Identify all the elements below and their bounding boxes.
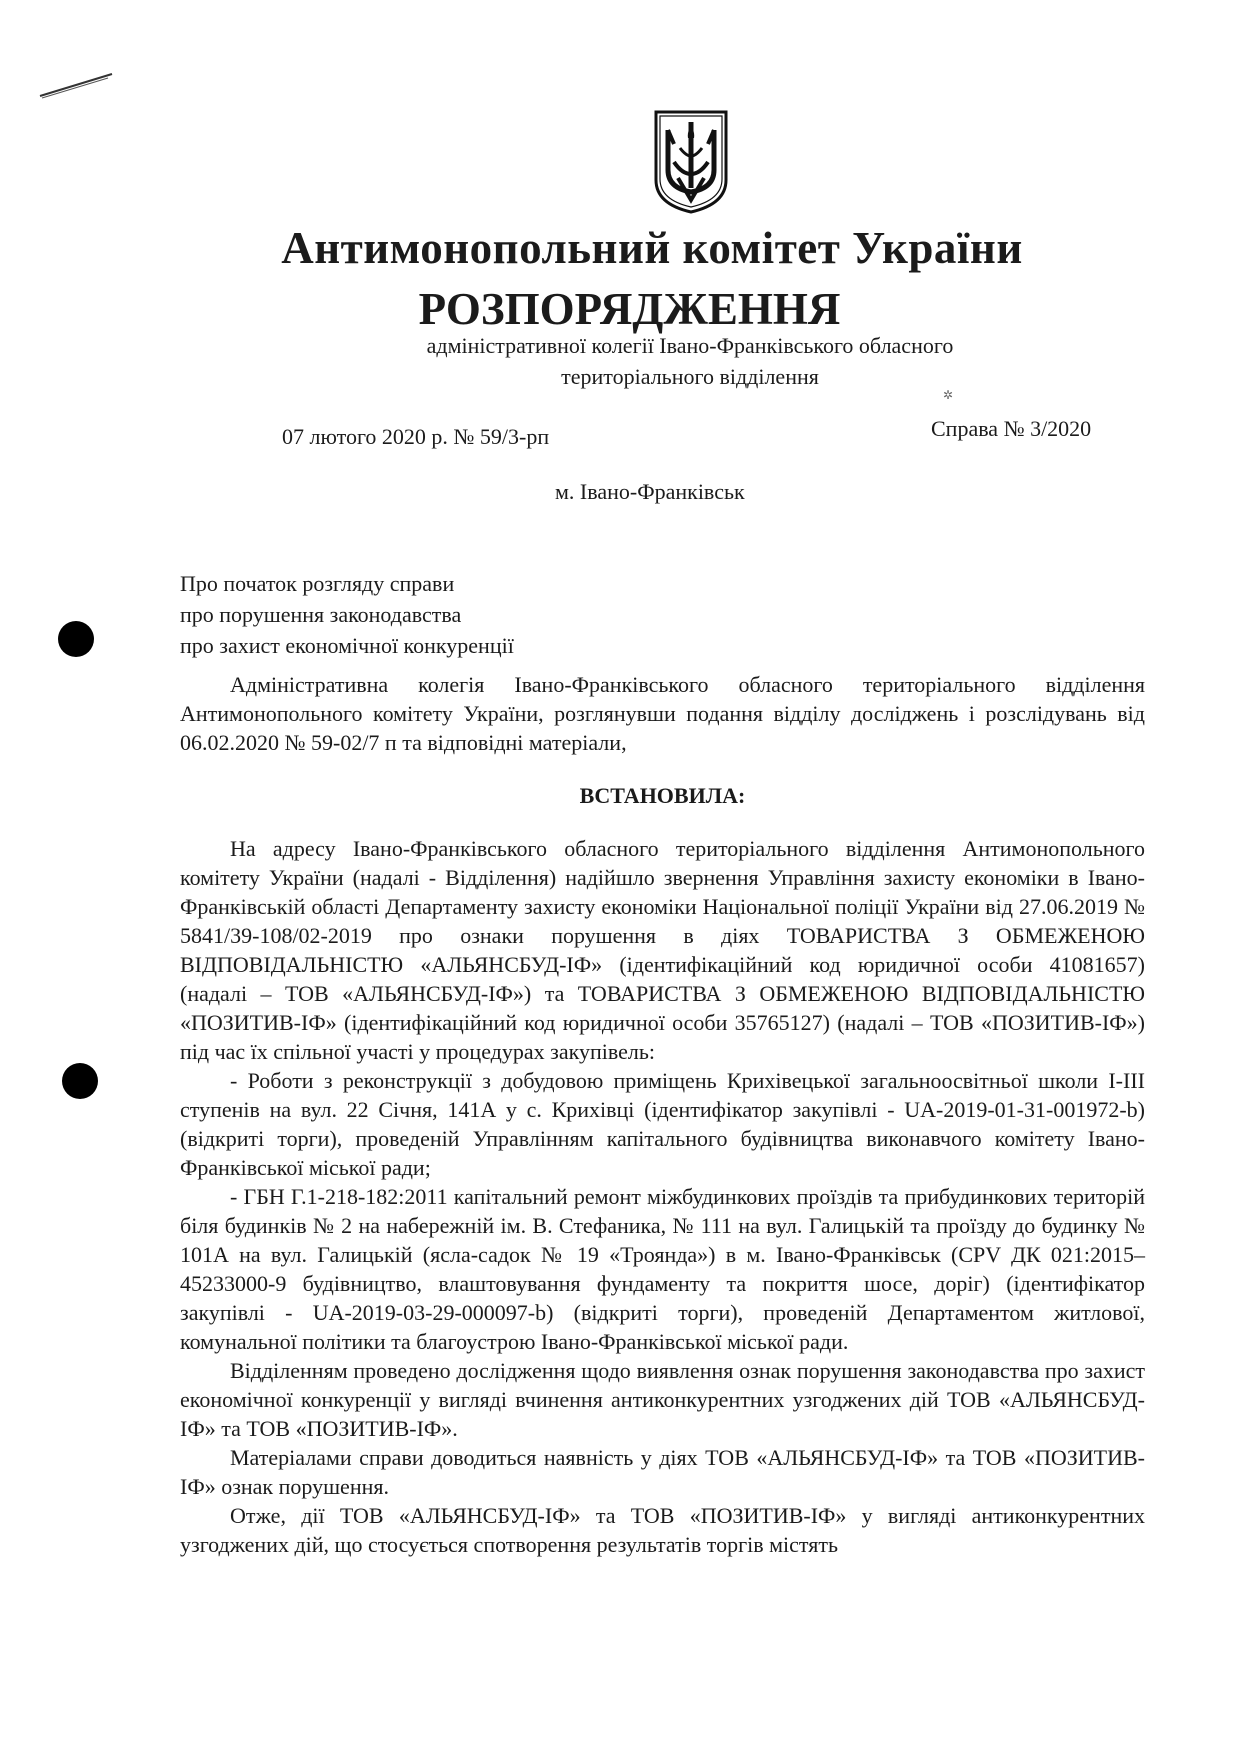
- subject-line-1: Про початок розгляду справи: [180, 571, 455, 596]
- agency-name: Антимонопольний комітет України: [281, 223, 1023, 273]
- body-paragraph: Матеріалами справи доводиться наявність у діях ТОВ «АЛЬЯНСБУД-ІФ» та ТОВ «ПОЗИТИВ-ІФ» ознак порушення.: [180, 1445, 1145, 1499]
- subject-line-2: про порушення законодавства: [180, 602, 462, 627]
- pen-scratch-mark: [38, 70, 118, 100]
- intro-paragraph: Адміністративна колегія Івано-Франківського обласного територіального відділення Антимонопольного комітету України, розглянувши подання відділу досліджень і розслідувань від 06.02.2020 № 59-02/7 п та відповідні матеріали,: [180, 672, 1145, 755]
- document-type-title: РОЗПОРЯДЖЕННЯ: [418, 284, 841, 334]
- subtitle-line-1: адміністративної колегії Івано-Франківського обласного: [426, 333, 954, 358]
- body-paragraph: - Роботи з реконструкції з добудовою приміщень Крихівецької загальноосвітньої школи І-ІІІ ступенів на вул. 22 Січня, 141А у с. Крихівці (ідентифікатор закупівлі - UA-2019-01-31-001972-b) (відкриті торги), проведеній Управлінням капітального будівництва виконавчого комітету Івано-Франківської міської ради;: [180, 1068, 1145, 1180]
- section-heading: ВСТАНОВИЛА:: [579, 783, 746, 808]
- coat-of-arms-trident-icon: [652, 108, 730, 216]
- subject-block: [180, 568, 514, 661]
- issuer-subtitle: [370, 330, 1010, 392]
- body-paragraph: Відділенням проведено дослідження щодо виявлення ознак порушення законодавства про захист економічної конкуренції у вигляді вчинення антиконкурентних узгоджених дій ТОВ «АЛЬЯНСБУД-ІФ» та ТОВ «ПОЗИТИВ-ІФ».: [180, 1358, 1145, 1441]
- subject-line-3: про захист економічної конкуренції: [180, 633, 514, 658]
- city: м. Івано-Франківськ: [555, 479, 745, 504]
- hole-punch-mark: [58, 621, 94, 657]
- stamp-speck-mark: ✲: [943, 388, 954, 402]
- document-body: [180, 670, 1145, 1559]
- case-number: Справа № 3/2020: [931, 416, 1092, 441]
- date-and-number: 07 лютого 2020 р. № 59/3-рп: [282, 424, 550, 449]
- hole-punch-mark: [62, 1063, 98, 1099]
- body-paragraph: На адресу Івано-Франківського обласного територіального відділення Антимонопольного комітету України (надалі - Відділення) надійшло звернення Управління захисту економіки в Івано-Франківській області Департаменту захисту економіки Національної поліції України від 27.06.2019 № 5841/39-108/02-2019 про ознаки порушення в діях ТОВАРИСТВА З ОБМЕЖЕНОЮ ВІДПОВІДАЛЬНІСТЮ «АЛЬЯНСБУД-ІФ» (ідентифікаційний код юридичної особи 41081657) (надалі – ТОВ «АЛЬЯНСБУД-ІФ») та ТОВАРИСТВА З ОБМЕЖЕНОЮ ВІДПОВІДАЛЬНІСТЮ «ПОЗИТИВ-ІФ» (ідентифікаційний код юридичної особи 35765127) (надалі – ТОВ «ПОЗИТИВ-ІФ») під час їх спільної участі у процедурах закупівель:: [180, 836, 1145, 1064]
- subtitle-line-2: територіального відділення: [561, 364, 819, 389]
- body-paragraph: - ГБН Г.1-218-182:2011 капітальний ремонт міжбудинкових проїздів та прибудинкових територій біля будинків № 2 на набережній ім. В. Стефаника, № 111 на вул. Галицькій та проїзду до будинку № 101А на вул. Галицькій (ясла-садок № 19 «Троянда») в м. Івано-Франківськ (CPV ДК 021:2015–45233000-9 будівництво, влаштовування фундаменту та покриття шосе, доріг) (ідентифікатор закупівлі - UA-2019-03-29-000097-b) (відкриті торги), проведеній Департаментом житлової, комунальної політики та благоустрою Івано-Франківської міської ради.: [180, 1184, 1145, 1354]
- body-paragraph: Отже, дії ТОВ «АЛЬЯНСБУД-ІФ» та ТОВ «ПОЗИТИВ-ІФ» у вигляді антиконкурентних узгоджених дій, що стосується спотворення результатів торгів містять: [180, 1503, 1145, 1557]
